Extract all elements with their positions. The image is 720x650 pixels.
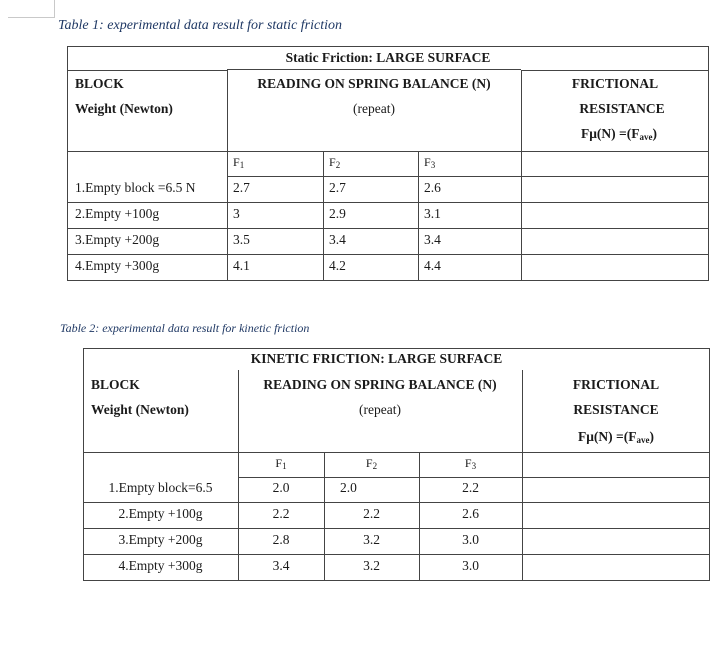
table1-row2-f2: 2.9 [329,206,346,221]
table2 [83,348,710,581]
table2-block-header: BLOCK [91,377,140,392]
table2-formula-header: $F\mu(N) =(F_{ave})$ [578,429,654,445]
table1-f2-header: $F_2$ [329,155,341,170]
table1-formula-header: $F\mu(N) =(F_{ave})$ [581,126,657,142]
table2-row3-f2: 3.2 [363,532,380,547]
table1-f3-header: $F_3$ [424,155,436,170]
table1-row4-f2: 4.2 [329,258,346,273]
table1-row2-f3: 3.1 [424,206,441,221]
table2-reading-header: READING ON SPRING BALANCE (N) [263,377,497,392]
table2-row2-block: 2.Empty +100g [118,506,203,521]
table1-row4-f3: 4.4 [424,258,441,273]
table2-caption: Table 2: experimental data result for kinetic friction [60,321,310,335]
table2-row4-f1: 3.4 [272,558,290,573]
table2-title: KINETIC FRICTION: LARGE SURFACE [250,351,503,366]
table2-row1-f2: 2.0 [340,480,357,495]
table2-row4-block: 4.Empty +300g [118,558,203,573]
table1-resistance-header: RESISTANCE [579,101,665,116]
table2-row1-f3: 2.2 [462,480,479,495]
table1-row3-f1: 3.5 [233,232,250,247]
page-corner-mark [8,0,55,18]
table2-row1-f1: 2.0 [272,480,290,495]
table1-title: Static Friction: LARGE SURFACE [285,50,491,65]
table1-row3-block: 3.Empty +200g [75,232,160,247]
table2-weight-header: Weight (Newton) [91,402,189,417]
table1-row3-f2: 3.4 [329,232,346,247]
table2-row2-f3: 2.6 [462,506,479,521]
table1-row1-block: 1.Empty block =6.5 N [75,180,196,195]
table1-frictional-header: FRICTIONAL [571,76,659,91]
table1-row4-f1: 4.1 [233,258,250,273]
table2-frictional-header: FRICTIONAL [572,377,660,392]
table1 [67,46,709,281]
table1-row2-f1: 3 [233,206,240,221]
table1-weight-header: Weight (Newton) [75,101,173,116]
table1-repeat-label: (repeat) [353,101,395,116]
table2-row2-f2: 2.2 [363,506,380,521]
table1-row1-f2: 2.7 [329,180,346,195]
table2-row3-block: 3.Empty +200g [118,532,203,547]
table1-caption: Table 1: experimental data result for static friction [58,18,342,33]
table1-reading-header: READING ON SPRING BALANCE (N) [257,76,491,91]
table2-f3-header: $F_3$ [464,456,477,471]
table1-row1-f1: 2.7 [233,180,250,195]
table2-f2-header: $F_2$ [365,456,378,471]
table1-f1-header: $F_1$ [233,155,245,170]
table1-row1-f3: 2.6 [424,180,441,195]
table2-row4-f2: 3.2 [363,558,380,573]
table2-row4-f3: 3.0 [462,558,479,573]
table1-row2-block: 2.Empty +100g [75,206,160,221]
table2-row1-block: 1.Empty block=6.5 [108,480,213,495]
table2-row3-f1: 2.8 [272,532,290,547]
table2-f1-header: $F_1$ [275,456,287,471]
table1-row3-f3: 3.4 [424,232,441,247]
table2-repeat-label: (repeat) [359,402,401,417]
table1-row4-block: 4.Empty +300g [75,258,160,273]
table2-row3-f3: 3.0 [462,532,479,547]
table1-block-header: BLOCK [75,76,124,91]
table1-body [67,151,709,281]
table2-resistance-header: RESISTANCE [573,402,659,417]
table2-row2-f1: 2.2 [272,506,290,521]
